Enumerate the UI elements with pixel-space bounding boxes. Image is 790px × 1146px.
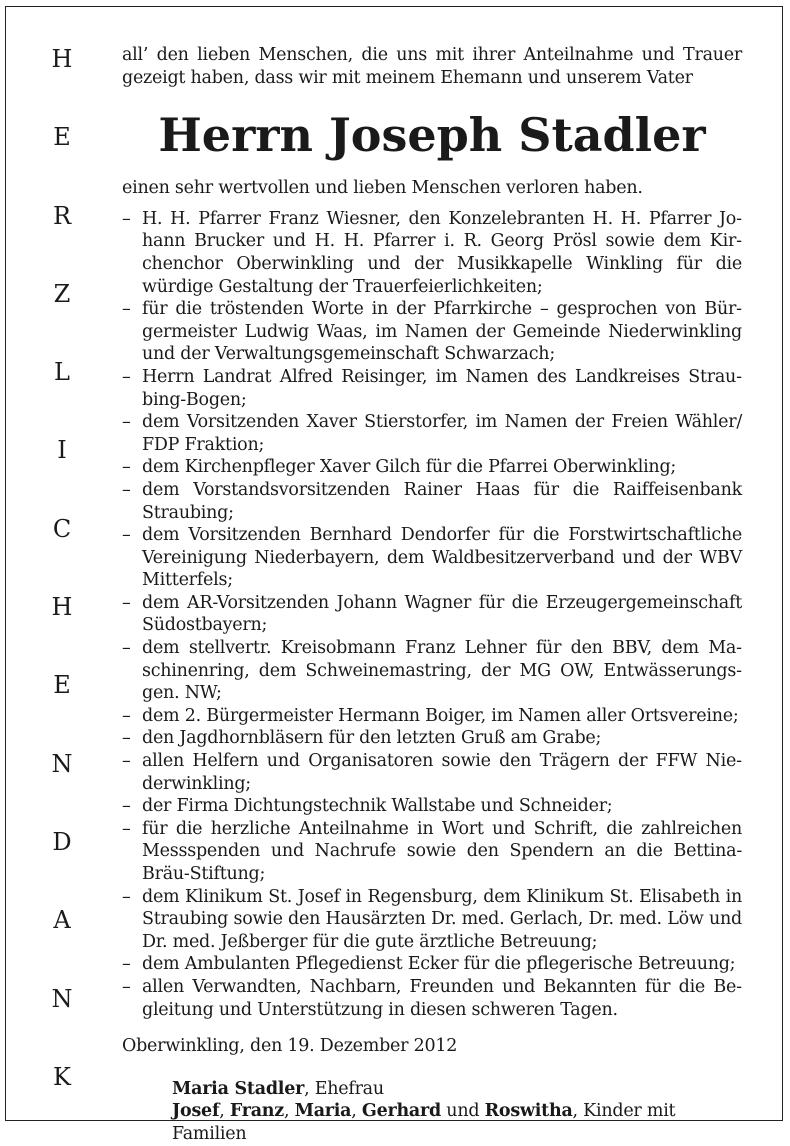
deceased-name: Herrn Joseph Stadler: [158, 108, 706, 163]
thanks-item: [122, 592, 742, 637]
thanks-item: [122, 976, 742, 1021]
thanks-item: [122, 456, 742, 479]
thanks-item-text: dem Klinikum St. Josef in Regensburg, dem Klinikum St. Elisabeth in Straubing sowie den Hausärzten Dr. med. Gerlach, Dr. med. Löw und Dr. med. Jeßberger für die gute ärztliche Betreuung;: [142, 886, 742, 952]
dash: –: [122, 818, 131, 839]
signature-name: Roswitha: [484, 1101, 573, 1122]
dash: –: [122, 208, 131, 229]
thanks-item-text: dem AR-Vorsitzenden Johann Wagner für die Erzeugergemeinschaft Südostbayern;: [142, 592, 742, 636]
thanks-item: [122, 818, 742, 886]
thanks-item: [122, 479, 742, 524]
signature-conjunction: und: [440, 1101, 485, 1122]
signature-separator: ,: [283, 1101, 295, 1122]
thanks-item: [122, 411, 742, 456]
dash: –: [122, 728, 131, 749]
vertical-letter: C: [52, 514, 72, 543]
thanks-item: [122, 208, 742, 298]
dash: –: [122, 886, 131, 907]
thanks-item-text: den Jagdhornbläsern für den letzten Gruß am Grabe;: [142, 728, 602, 749]
thanks-item-text: allen Helfern und Organisatoren sowie den Trägern der FFW Niederwinkling;: [142, 751, 742, 794]
dash: –: [122, 299, 131, 320]
place-date: Oberwinkling, den 19. Dezember 2012: [122, 1036, 458, 1057]
thanks-item-text: für die tröstenden Worte in der Pfarrkirche – gesprochen von Bürgermeister Ludwig Waas, im Namen der Gemeinde Niederwinkling und der Verwaltungsgemeinschaft Schwarzach;: [142, 299, 742, 365]
signatures: [122, 1078, 742, 1146]
dash: –: [122, 366, 131, 387]
thanks-item-text: der Firma Dichtungstechnik Wallstabe und Schneider;: [142, 796, 613, 817]
notice-body: [122, 44, 742, 1146]
vertical-letter: R: [52, 201, 72, 230]
thanks-item: [122, 750, 742, 795]
vertical-letter: K: [53, 1062, 71, 1091]
dash: –: [122, 751, 131, 772]
thanks-item-text: dem Ambulanten Pflegedienst Ecker für die pflegerische Betreuung;: [142, 954, 736, 975]
signature-name: Gerhard: [361, 1101, 441, 1122]
vertical-letter: L: [54, 358, 70, 387]
thanks-list: [122, 208, 742, 1021]
thanks-item-text: dem 2. Bürgermeister Hermann Boiger, im Namen aller Ortsvereine;: [142, 705, 739, 726]
dash: –: [122, 457, 131, 478]
thanks-item: [122, 886, 742, 954]
lost-sentence: einen sehr wertvollen und lieben Menschen verloren haben.: [122, 178, 643, 199]
vertical-letter: A: [53, 906, 71, 935]
thanks-item-text: dem Vorsitzenden Xaver Stierstorfer, im Namen der Freien Wähler/ FDP Fraktion;: [142, 412, 742, 455]
signature-name: Josef: [172, 1101, 220, 1122]
dash: –: [122, 705, 131, 726]
thanks-item: [122, 366, 742, 411]
thanks-item: [122, 727, 742, 750]
signature-separator: ,: [219, 1101, 230, 1122]
vertical-letter: N: [51, 749, 73, 778]
vertical-letter: N: [51, 984, 73, 1013]
signature-role: , Kinder mit Familien: [172, 1101, 676, 1144]
thanks-item: [122, 524, 742, 592]
vertical-letter: E: [53, 123, 71, 152]
intro-text: all’ den lieben Menschen, die uns mit ihrer Anteilnahme und Trauer gezeigt haben, dass wir mit meinem Ehemann und unserem Vater: [122, 45, 742, 88]
thanks-item: [122, 298, 742, 366]
thanks-item-text: allen Verwandten, Nachbarn, Freunden und Bekannten für die Begleitung und Unterstützung in diesen schweren Tagen.: [142, 976, 742, 1020]
dash: –: [122, 976, 131, 997]
thanks-item-text: dem Vorstandsvorsitzenden Rainer Haas für die Raiffeisenbank Straubing;: [142, 479, 742, 523]
dash: –: [122, 954, 131, 975]
signature-separator: ,: [351, 1101, 362, 1122]
thanks-item: [122, 795, 742, 818]
signature-line-children: [172, 1100, 742, 1145]
dash: –: [122, 638, 131, 659]
vertical-letter: Z: [53, 279, 71, 308]
thanks-item: [122, 705, 742, 728]
dash: –: [122, 796, 131, 817]
signature-line-widow: [172, 1078, 742, 1101]
thanks-item: [122, 637, 742, 705]
signature-name: Maria: [294, 1101, 352, 1122]
dash: –: [122, 525, 131, 546]
dash: –: [122, 592, 131, 613]
dash: –: [122, 412, 131, 433]
signature-name: Franz: [229, 1101, 284, 1122]
thanks-item-text: H. H. Pfarrer Franz Wiesner, den Konzelebranten H. H. Pfarrer Johann Brucker und H. H. Pfarrer i. R. Georg Prösl sowie dem Kirchenchor Oberwinkling und der Musikkapelle Winkling für die würdige Gestaltung der Trauerfeierlichkeiten;: [142, 208, 742, 297]
signature-role: , Ehefrau: [304, 1078, 384, 1099]
thanks-item-text: Herrn Landrat Alfred Reisinger, im Namen des Landkreises Straubing-Bogen;: [142, 366, 742, 410]
signature-name: Maria Stadler: [172, 1078, 305, 1099]
vertical-letter: D: [52, 827, 72, 856]
thanks-item: [122, 953, 742, 976]
thanks-item-text: dem stellvertr. Kreisobmann Franz Lehner für den BBV, dem Maschinenring, dem Schweinemastring, der MG OW, Entwässerungsgen. NW;: [142, 638, 742, 704]
thanks-item-text: dem Kirchenpfleger Xaver Gilch für die Pfarrei Oberwinkling;: [142, 457, 677, 478]
vertical-letter: I: [57, 436, 67, 465]
vertical-herzlichen-dank: [42, 44, 82, 1092]
vertical-letter: E: [53, 671, 71, 700]
thanks-item-text: dem Vorsitzenden Bernhard Dendorfer für die Forstwirtschaftliche Vereinigung Niederbayern, dem Waldbesitzerverband und der WBV Mitterfels;: [142, 525, 742, 591]
vertical-letter: H: [51, 45, 73, 73]
thanks-item-text: für die herzliche Anteilnahme in Wort und Schrift, die zahlreichen Messspenden und Nachrufe sowie den Spendern an die Bettina-Bräu-Stiftung;: [142, 818, 742, 884]
dash: –: [122, 479, 131, 500]
vertical-letter: H: [51, 593, 73, 622]
